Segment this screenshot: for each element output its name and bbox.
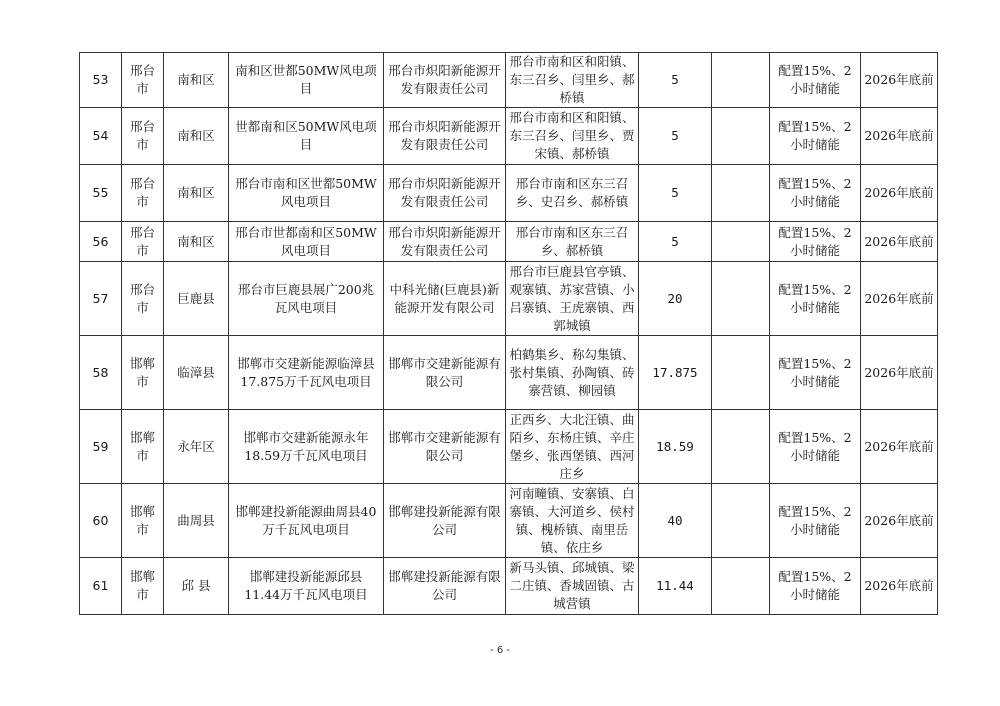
storage-cell: 配置15%、2小时储能 — [770, 484, 861, 558]
row-index: 55 — [80, 165, 122, 222]
storage-cell: 配置15%、2小时储能 — [770, 165, 861, 222]
deadline-cell: 2026年底前 — [861, 262, 938, 336]
towns-cell: 邢台市南和区东三召乡、郝桥镇 — [506, 222, 639, 262]
deadline-cell: 2026年底前 — [861, 108, 938, 165]
towns-cell: 河南疃镇、安寨镇、白寨镇、大河道乡、侯村镇、槐桥镇、南里岳镇、依庄乡 — [506, 484, 639, 558]
city-cell: 邯郸市 — [122, 410, 164, 484]
row-index: 56 — [80, 222, 122, 262]
county-cell: 曲周县 — [164, 484, 229, 558]
capacity-cell: 5 — [639, 53, 712, 108]
county-cell: 南和区 — [164, 222, 229, 262]
project-name-cell: 世都南和区50MW风电项目 — [229, 108, 384, 165]
towns-cell: 邢台市南和区和阳镇、东三召乡、闫里乡、郝桥镇 — [506, 53, 639, 108]
table-row — [80, 165, 938, 222]
deadline-cell: 2026年底前 — [861, 53, 938, 108]
project-name-cell: 邢台市巨鹿县展广200兆瓦风电项目 — [229, 262, 384, 336]
city-cell: 邢台市 — [122, 222, 164, 262]
deadline-cell: 2026年底前 — [861, 165, 938, 222]
table-row — [80, 108, 938, 165]
county-cell: 南和区 — [164, 108, 229, 165]
company-cell: 中科光储(巨鹿县)新能源开发有限公司 — [384, 262, 506, 336]
county-cell: 邱 县 — [164, 558, 229, 615]
company-cell: 邢台市炽阳新能源开发有限责任公司 — [384, 222, 506, 262]
company-cell: 邢台市炽阳新能源开发有限责任公司 — [384, 165, 506, 222]
storage-cell: 配置15%、2小时储能 — [770, 53, 861, 108]
storage-cell: 配置15%、2小时储能 — [770, 410, 861, 484]
project-table — [79, 52, 938, 615]
towns-cell: 新马头镇、邱城镇、梁二庄镇、香城固镇、古城营镇 — [506, 558, 639, 615]
towns-cell: 柏鹤集乡、称勾集镇、张村集镇、孙陶镇、砖寨营镇、柳园镇 — [506, 336, 639, 410]
row-index: 54 — [80, 108, 122, 165]
capacity-cell: 17.875 — [639, 336, 712, 410]
company-cell: 邯郸建投新能源有限公司 — [384, 558, 506, 615]
county-cell: 永年区 — [164, 410, 229, 484]
deadline-cell: 2026年底前 — [861, 410, 938, 484]
row-index: 61 — [80, 558, 122, 615]
company-cell: 邢台市炽阳新能源开发有限责任公司 — [384, 108, 506, 165]
storage-cell: 配置15%、2小时储能 — [770, 222, 861, 262]
capacity-cell: 20 — [639, 262, 712, 336]
empty-cell — [712, 262, 770, 336]
storage-cell: 配置15%、2小时储能 — [770, 336, 861, 410]
company-cell: 邯郸市交建新能源有限公司 — [384, 336, 506, 410]
company-cell: 邯郸建投新能源有限公司 — [384, 484, 506, 558]
county-cell: 南和区 — [164, 53, 229, 108]
empty-cell — [712, 108, 770, 165]
project-name-cell: 邯郸建投新能源曲周县40万千瓦风电项目 — [229, 484, 384, 558]
deadline-cell: 2026年底前 — [861, 336, 938, 410]
project-name-cell: 邯郸市交建新能源临漳县17.875万千瓦风电项目 — [229, 336, 384, 410]
capacity-cell: 5 — [639, 165, 712, 222]
empty-cell — [712, 222, 770, 262]
empty-cell — [712, 410, 770, 484]
storage-cell: 配置15%、2小时储能 — [770, 558, 861, 615]
deadline-cell: 2026年底前 — [861, 222, 938, 262]
towns-cell: 邢台市南和区东三召乡、史召乡、郝桥镇 — [506, 165, 639, 222]
empty-cell — [712, 53, 770, 108]
page-number: - 6 - — [490, 645, 510, 656]
empty-cell — [712, 484, 770, 558]
row-index: 57 — [80, 262, 122, 336]
capacity-cell: 5 — [639, 222, 712, 262]
table-row — [80, 262, 938, 336]
county-cell: 南和区 — [164, 165, 229, 222]
storage-cell: 配置15%、2小时储能 — [770, 108, 861, 165]
table-row — [80, 410, 938, 484]
city-cell: 邢台市 — [122, 165, 164, 222]
deadline-cell: 2026年底前 — [861, 484, 938, 558]
city-cell: 邯郸市 — [122, 558, 164, 615]
capacity-cell: 5 — [639, 108, 712, 165]
city-cell: 邯郸市 — [122, 336, 164, 410]
deadline-cell: 2026年底前 — [861, 558, 938, 615]
project-name-cell: 邯郸建投新能源邱县11.44万千瓦风电项目 — [229, 558, 384, 615]
project-name-cell: 邢台市南和区世都50MW风电项目 — [229, 165, 384, 222]
project-name-cell: 邯郸市交建新能源永年18.59万千瓦风电项目 — [229, 410, 384, 484]
table-row — [80, 53, 938, 108]
storage-cell: 配置15%、2小时储能 — [770, 262, 861, 336]
city-cell: 邢台市 — [122, 262, 164, 336]
row-index: 53 — [80, 53, 122, 108]
empty-cell — [712, 558, 770, 615]
empty-cell — [712, 165, 770, 222]
table-row — [80, 222, 938, 262]
city-cell: 邢台市 — [122, 53, 164, 108]
towns-cell: 正西乡、大北汪镇、曲陌乡、东杨庄镇、辛庄堡乡、张西堡镇、西河庄乡 — [506, 410, 639, 484]
capacity-cell: 11.44 — [639, 558, 712, 615]
towns-cell: 邢台市南和区和阳镇、东三召乡、闫里乡、贾宋镇、郝桥镇 — [506, 108, 639, 165]
row-index: 59 — [80, 410, 122, 484]
row-index: 60 — [80, 484, 122, 558]
county-cell: 临漳县 — [164, 336, 229, 410]
company-cell: 邯郸市交建新能源有限公司 — [384, 410, 506, 484]
table-row — [80, 336, 938, 410]
city-cell: 邢台市 — [122, 108, 164, 165]
table-row — [80, 558, 938, 615]
capacity-cell: 18.59 — [639, 410, 712, 484]
company-cell: 邢台市炽阳新能源开发有限责任公司 — [384, 53, 506, 108]
project-name-cell: 南和区世都50MW风电项目 — [229, 53, 384, 108]
towns-cell: 邢台市巨鹿县官亭镇、观寨镇、苏家营镇、小吕寨镇、王虎寨镇、西郭城镇 — [506, 262, 639, 336]
county-cell: 巨鹿县 — [164, 262, 229, 336]
row-index: 58 — [80, 336, 122, 410]
capacity-cell: 40 — [639, 484, 712, 558]
table-row — [80, 484, 938, 558]
city-cell: 邯郸市 — [122, 484, 164, 558]
project-name-cell: 邢台市世都南和区50MW风电项目 — [229, 222, 384, 262]
empty-cell — [712, 336, 770, 410]
